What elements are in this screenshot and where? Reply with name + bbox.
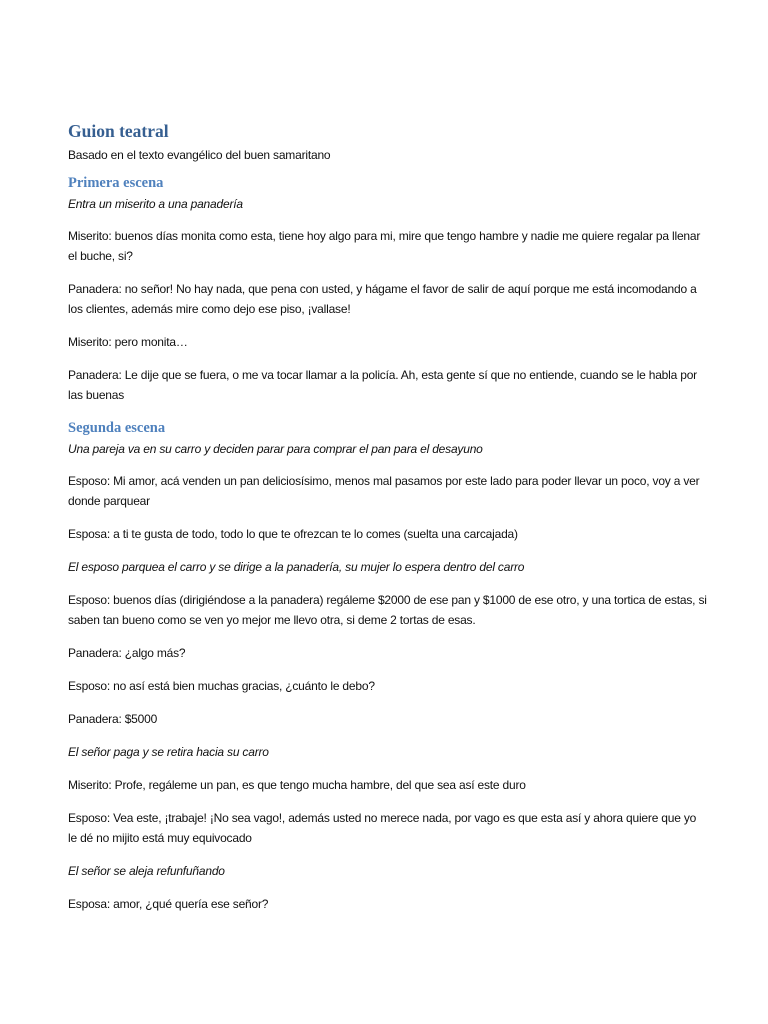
dialogue-line: Esposo: no así está bien muchas gracias, ¿cuánto le debo? <box>68 679 375 693</box>
dialogue-line: Miserito: pero monita… <box>68 335 188 349</box>
scene-1-heading: Primera escena <box>68 175 164 191</box>
dialogue-line: Panadera: Le dije que se fuera, o me va tocar llamar a la policía. Ah, esta gente sí que no entiende, cuando se le habla por las buenas <box>68 368 697 402</box>
dialogue-line: Esposa: a ti te gusta de todo, todo lo que te ofrezcan te lo comes (suelta una carcajada) <box>68 527 518 541</box>
stage-direction: El señor paga y se retira hacia su carro <box>68 745 269 759</box>
dialogue-line: Esposo: Vea este, ¡trabaje! ¡No sea vago!, además usted no merece nada, por vago es que esta así y ahora quiere que yo le dé no mijito está muy equivocado <box>68 811 697 845</box>
dialogue-line: Panadera: ¿algo más? <box>68 646 186 660</box>
dialogue-line: Esposo: Mi amor, acá venden un pan deliciosísimo, menos mal pasamos por este lado para poder llevar un poco, voy a ver donde parquear <box>68 474 700 508</box>
dialogue-line: Esposo: buenos días (dirigiéndose a la panadera) regáleme $2000 de ese pan y $1000 de ese otro, y una tortica de estas, si saben tan bueno como se ven yo mejor me llevo otra, si deme 2 tortas de esas. <box>68 593 707 627</box>
dialogue-line: Miserito: Profe, regáleme un pan, es que tengo mucha hambre, del que sea así este duro <box>68 778 526 792</box>
dialogue-line: Panadera: no señor! No hay nada, que pena con usted, y hágame el favor de salir de aquí porque me está incomodando a los clientes, además mire como dejo ese piso, ¡vallase! <box>68 282 697 316</box>
stage-direction: El señor se aleja refunfuñando <box>68 864 225 878</box>
scene-2-heading: Segunda escena <box>68 420 166 436</box>
dialogue-line: Miserito: buenos días monita como esta, tiene hoy algo para mi, mire que tengo hambre y nadie me quiere regalar pa llenar el buche, si? <box>68 229 701 263</box>
document-title: Guion teatral <box>68 121 169 141</box>
stage-direction: Una pareja va en su carro y deciden parar para comprar el pan para el desayuno <box>68 442 483 456</box>
document-subtitle: Basado en el texto evangélico del buen samaritano <box>68 148 331 162</box>
document-page <box>68 120 708 927</box>
dialogue-line: Panadera: $5000 <box>68 712 158 726</box>
stage-direction: Entra un miserito a una panadería <box>68 197 243 211</box>
dialogue-line: Esposa: amor, ¿qué quería ese señor? <box>68 897 269 911</box>
stage-direction: El esposo parquea el carro y se dirige a la panadería, su mujer lo espera dentro del carro <box>68 560 525 574</box>
